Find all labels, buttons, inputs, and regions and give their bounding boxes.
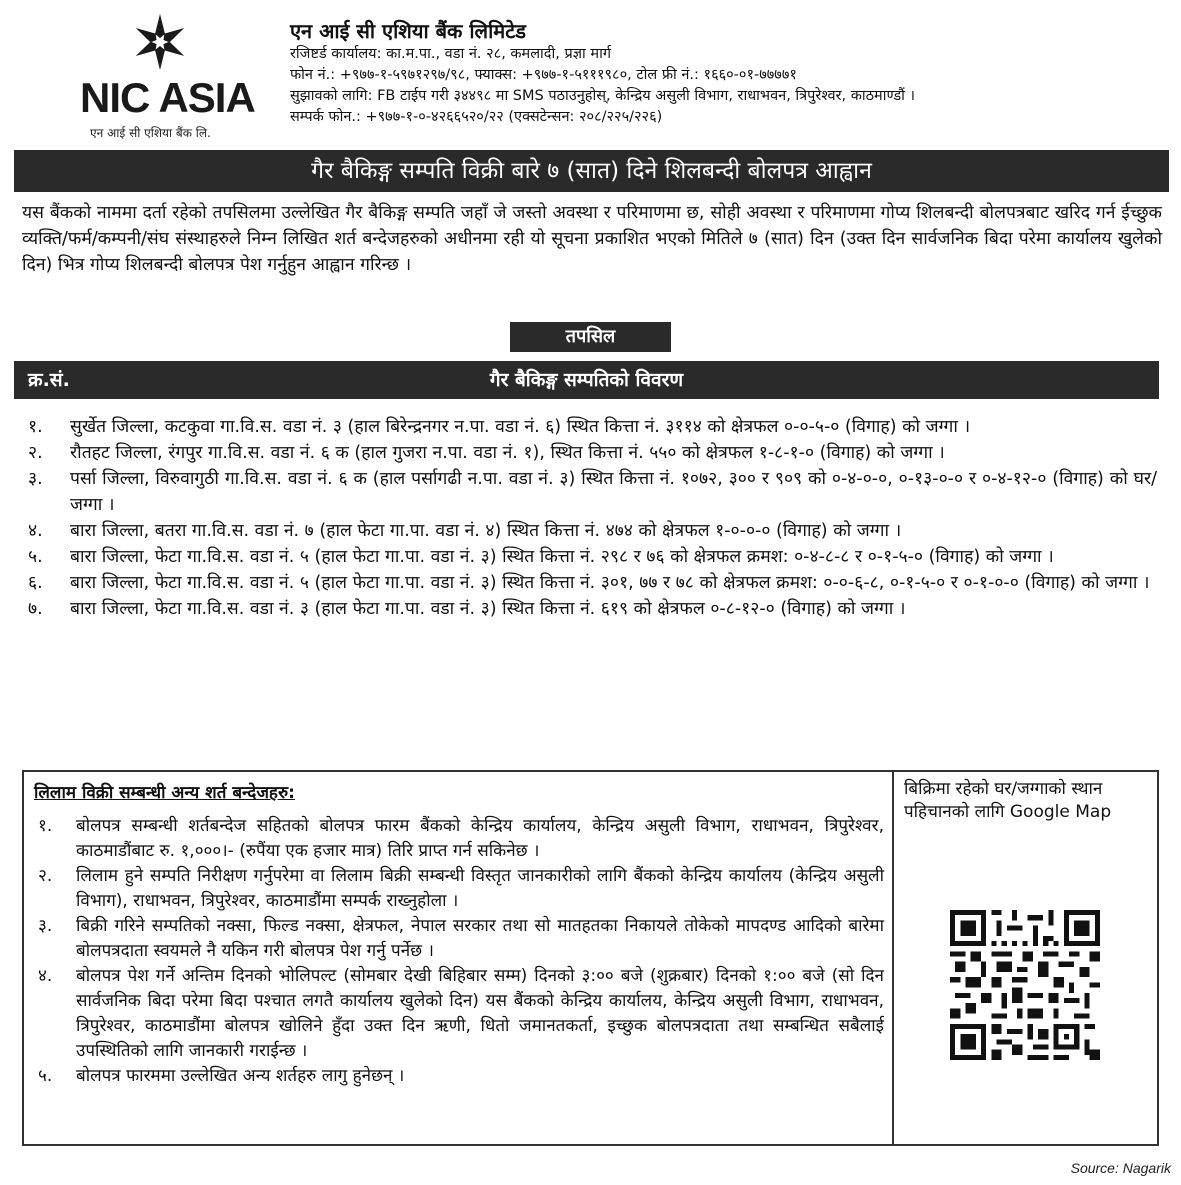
notice-title: गैर बैकिङ्ग सम्पति विक्री बारे ७ (सात) दिने शिलबन्दी बोलपत्र आह्वान [14,150,1169,192]
item-number: ३. [28,469,43,489]
list-item [22,518,1157,544]
item-number: २. [38,866,53,886]
list-item [32,964,884,1064]
conditions-list [32,814,884,1089]
item-number: ४. [38,966,53,986]
item-text: बिक्री गरिने सम्पतिको नक्सा, फिल्ड नक्सा, क्षेत्रफल, नेपाल सरकार तथा सो मातहतका निकायले तोकेको मापदण्ड आदिको बारेमा बोलपत्रदाता स्वयमले नै यकिन गरी बोलपत्र पेश गर्नु पर्नेछ । [76,916,884,961]
bank-name: एन आई सी एशिया बैंक लिमिटेड [290,19,526,43]
list-item [32,864,884,914]
logo-subtitle: एन आई सी एशिया बैंक लि. [90,126,211,140]
property-table-header [14,361,1159,399]
logo-brand: NIC ASIA [80,74,255,121]
schedule-label: तपसिल [510,322,671,352]
list-item [32,1064,884,1089]
logo-star-icon [130,12,190,72]
item-text: बारा जिल्ला, फेटा गा.वि.स. वडा नं. ५ (हाल फेटा गा.पा. वडा नं. ३) स्थित कित्ता नं. ३०१, ७७ र ७८ को क्षेत्रफल क्रमश: ०-०-६-८, ०-१-५-० र ०-१-०-० (विगाह) को जग्गा । [70,573,1150,593]
bank-logo [70,12,285,140]
list-item [22,596,1157,622]
list-item [22,440,1157,466]
item-number: ३. [38,916,53,936]
conditions-panel [24,772,894,1144]
map-caption: बिक्रिमा रहेको घर/जग्गाको स्थान पहिचानको लागि Google Map [904,779,1112,822]
list-item [22,414,1157,440]
bank-contact-info [290,18,1170,128]
map-panel [898,772,1157,1144]
header-description: गैर बैकिङ्ग सम्पतिको विवरण [489,369,684,391]
intro-paragraph: यस बैंकको नाममा दर्ता रहेको तपसिलमा उल्लेखित गैर बैकिङ्ग सम्पति जहाँ जे जस्तो अवस्था र परिमाणमा छ, सोही अवस्था र परिमाणमा गोप्य शिलबन्दी बोलपत्रबाट खरिद गर्न ईच्छुक व्यक्ति/फर्म/कम्पनी/संघ संस्थाहरुले निम्न लिखित शर्त बन्देजहरुको अधीनमा रही यो सूचना प्रकाशित भएको मितिले ७ (सात) दिन (उक्त दिन सार्वजनिक बिदा परेमा कार्यालय खुलेको दिन) भित्र गोप्य शिलबन्दी बोलपत्र पेश गर्नुहुन आह्वान गरिन्छ । [22,203,1162,275]
qr-code-icon[interactable] [950,910,1100,1060]
item-text: बारा जिल्ला, फेटा गा.वि.स. वडा नं. ५ (हाल फेटा गा.पा. वडा नं. ३) स्थित कित्ता नं. २९८ र ७६ को क्षेत्रफल क्रमश: ०-४-८-८ र ०-१-५-० (विगाह) को जग्गा । [70,547,1054,567]
property-list [22,414,1157,622]
item-text: बोलपत्र सम्बन्धी शर्तबन्देज सहितको बोलपत्र फारम बैंकको केन्द्रिय कार्यालय, केन्द्रिय असुली विभाग, राधाभवन, त्रिपुरेश्वर, काठमाडौंबाट रु. १,०००।- (रुपैंया एक हजार मात्र) तिरि प्राप्त गर्न सकिनेछ । [76,816,884,861]
item-number: ५. [28,547,43,567]
source-credit: Source: Nagarik [1070,1160,1171,1176]
item-number: १. [28,417,43,437]
header-serial: क्र.सं. [28,369,70,391]
list-item [22,570,1157,596]
conditions-box [22,770,1159,1146]
list-item [22,544,1157,570]
item-text: बोलपत्र पेश गर्ने अन्तिम दिनको भोलिपल्ट (सोमबार देखी बिहिबार सम्म) दिनको ३:०० बजे (शुक्रबार) दिनको १:०० बजे (सो दिन सार्वजनिक बिदा परेमा बिदा पश्चात लगतै कार्यालय खुलेको दिन) यस बैंकको केन्द्रिय कार्यालय, केन्द्रिय असुली विभाग, राधाभवन, त्रिपुरेश्वर, काठमाडौंमा बोलपत्र खोलिने हुँदा उक्त दिन ऋणी, धितो जमानतकर्ता, इच्छुक बोलपत्रदाता तथा सम्बन्धित सबैलाई उपस्थितिको लागि जानकारी गराईन्छ । [76,966,884,1061]
bank-suggestion: सुझावको लागि: FB टाईप गरी ३४४९८ मा SMS पठाउनुहोस्, केन्द्रिय असुली विभाग, राधाभवन, त्रिपुरेश्वर, काठमाण्डौं । [290,88,915,104]
notice-header [0,0,1181,145]
bank-contact-phone: सम्पर्क फोन.: +९७७-१-०-४२६६५२०/२२ (एक्सटेन्सन: २०८/२२५/२२६) [290,109,663,125]
item-number: ४. [28,521,43,541]
item-text: रौतहट जिल्ला, रंगपुर गा.वि.स. वडा नं. ६ क (हाल गुजरा न.पा. वडा नं. १), स्थित कित्ता नं. ५५० को क्षेत्रफल १-८-१-० (विगाह) को जग्गा । [70,443,945,463]
bank-phone-fax: फोन नं.: +९७७-१-५९७१२९७/९८, फ्याक्स: +९७७-१-५१११९८०, टोल फ्री नं.: १६६०-०१-७७७७१ [290,67,797,83]
item-number: ६. [28,573,43,593]
item-number: ५. [38,1066,53,1086]
conditions-title: लिलाम विक्री सम्बन्धी अन्य शर्त बन्देजहरु: [34,783,295,803]
item-number: २. [28,443,43,463]
list-item [22,466,1157,518]
item-number: १. [38,816,53,836]
item-text: बारा जिल्ला, फेटा गा.वि.स. वडा नं. ३ (हाल फेटा गा.पा. वडा नं. ३) स्थित कित्ता नं. ६१९ को क्षेत्रफल ०-८-१२-० (विगाह) को जग्गा । [70,599,906,619]
list-item [32,914,884,964]
item-text: पर्सा जिल्ला, विरुवागुठी गा.वि.स. वडा नं. ६ क (हाल पर्सागढी न.पा. वडा नं. ३) स्थित कित्ता नं. १०७२, ३०० र ९०९ को ०-४-०-०, ०-१३-०-० र ०-४-१२-० (विगाह) को घर/जग्गा । [70,469,1157,515]
item-text: बारा जिल्ला, बतरा गा.वि.स. वडा नं. ७ (हाल फेटा गा.पा. वडा नं. ४) स्थित कित्ता नं. ४७४ को क्षेत्रफल १-०-०-० (विगाह) को जग्गा । [70,521,902,541]
item-text: लिलाम हुने सम्पति निरीक्षण गर्नुपरेमा वा लिलाम बिक्री सम्बन्धी विस्तृत जानकारीको लागि बैंकको केन्द्रिय कार्यालय (केन्द्रिय असुली विभाग), राधाभवन, त्रिपुरेश्वर, काठमाडौंमा सम्पर्क राख्नुहोला । [76,866,884,911]
item-text: बोलपत्र फारममा उल्लेखित अन्य शर्तहरु लागु हुनेछन् । [76,1066,405,1086]
item-number: ७. [28,599,43,619]
bank-address: रजिष्टर्ड कार्यालय: का.म.पा., वडा नं. २८, कमलादी, प्रज्ञा मार्ग [290,46,611,62]
item-text: सुर्खेत जिल्ला, कटकुवा गा.वि.स. वडा नं. ३ (हाल बिरेन्द्रनगर न.पा. वडा नं. ६) स्थित कित्ता नं. ३११४ को क्षेत्रफल ०-०-५-० (विगाह) को जग्गा । [70,417,971,437]
list-item [32,814,884,864]
